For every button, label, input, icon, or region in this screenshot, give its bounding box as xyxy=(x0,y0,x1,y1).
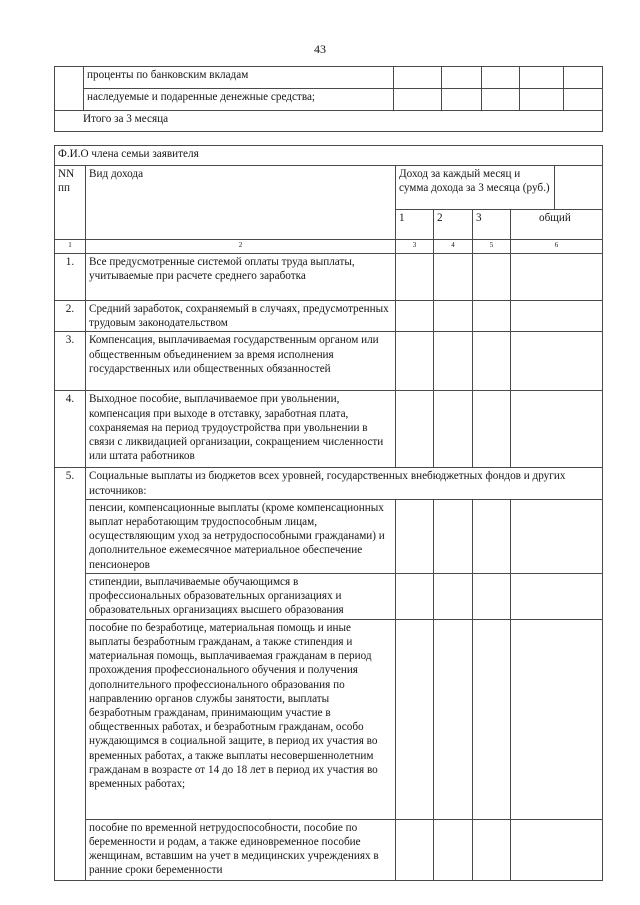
sub-row xyxy=(55,573,603,619)
col-number: 4 xyxy=(434,240,473,254)
member-name-label: Ф.И.О члена семьи заявителя xyxy=(55,146,603,166)
col-number: 1 xyxy=(55,240,86,254)
income-table-continuation xyxy=(54,66,603,132)
col-header-month-2: 2 xyxy=(434,210,473,240)
row-number: 1. xyxy=(55,254,86,301)
column-numbers-row xyxy=(55,240,603,254)
sub-row xyxy=(55,619,603,819)
table-row xyxy=(55,468,603,499)
member-name-row xyxy=(55,146,603,166)
row-text: Компенсация, выплачиваемая государственным органом или общественным объединением за время исполнения государственных или общественных обязанностей xyxy=(86,332,396,391)
family-member-income-table xyxy=(54,145,603,881)
total-label: Итого за 3 месяца xyxy=(55,111,603,132)
row-number: 4. xyxy=(55,391,86,468)
col-number: 6 xyxy=(511,240,603,254)
col-header-total: общий xyxy=(511,210,603,240)
col-header-month-1: 1 xyxy=(396,210,434,240)
col-header-income: Доход за каждый месяц и сумма дохода за 3 месяца (руб.) xyxy=(396,166,555,210)
row-text: Социальные выплаты из бюджетов всех уровней, государственных внебюджетных фондов и других источников: xyxy=(86,468,603,499)
table-row xyxy=(55,332,603,391)
row-text: Выходное пособие, выплачиваемое при увольнении, компенсация при выходе в отставку, заработная плата, сохраняемая на период трудоустройства при увольнении в связи с ликвидацией организации, сокращением численности или штата работников xyxy=(86,391,396,468)
col-header-type: Вид дохода xyxy=(86,166,396,240)
sub-row-text: стипендии, выплачиваемые обучающимся в профессиональных образовательных организациях и образовательных организациях высшего образования xyxy=(86,573,396,619)
sub-row xyxy=(55,819,603,880)
total-row xyxy=(55,111,603,132)
row-label: проценты по банковским вкладам xyxy=(84,67,394,89)
table-row xyxy=(55,67,603,89)
sub-row xyxy=(55,499,603,573)
table-row xyxy=(55,301,603,332)
sub-row-text: пособие по безработице, материальная помощь и иные выплаты безработным гражданам, а также стипендия и материальная помощь, выплачиваемая гражданам в период прохождения профессионального обучения и получения дополнительного профессионального образования по направлению органов службы занятости, выплаты безработным гражданам, принимающим участие в общественных работах, и безработным гражданам, особо нуждающимся в социальной защите, в период их участия во временных работах, а также выплаты несовершеннолетним гражданам в возрасте от 14 до 18 лет в период их участия во временных работах; xyxy=(86,619,396,819)
row-number: 3. xyxy=(55,332,86,391)
table-row xyxy=(55,254,603,301)
header-row xyxy=(55,166,603,210)
sub-row-text: пенсии, компенсационные выплаты (кроме компенсационных выплат неработающим трудоспособным лицам, осуществляющим уход за нетрудоспособными гражданами) и дополнительное ежемесячное материальное обеспечение пенсионеров xyxy=(86,499,396,573)
row-number: 2. xyxy=(55,301,86,332)
page-number: 43 xyxy=(314,42,326,56)
col-number: 5 xyxy=(473,240,511,254)
row-label: наследуемые и подаренные денежные средства; xyxy=(84,89,394,111)
sub-row-text: пособие по временной нетрудоспособности, пособие по беременности и родам, а также единовременное пособие женщинам, вставшим на учет в медицинских учреждениях в ранние сроки беременности xyxy=(86,819,396,880)
col-header-num: NN пп xyxy=(55,166,86,240)
row-text: Средний заработок, сохраняемый в случаях, предусмотренных трудовым законодательством xyxy=(86,301,396,332)
table-row xyxy=(55,89,603,111)
table-row xyxy=(55,391,603,468)
col-number: 3 xyxy=(396,240,434,254)
col-header-month-3: 3 xyxy=(473,210,511,240)
row-number: 5. xyxy=(55,468,86,499)
col-number: 2 xyxy=(86,240,396,254)
row-text: Все предусмотренные системой оплаты труда выплаты, учитываемые при расчете среднего заработка xyxy=(86,254,396,301)
